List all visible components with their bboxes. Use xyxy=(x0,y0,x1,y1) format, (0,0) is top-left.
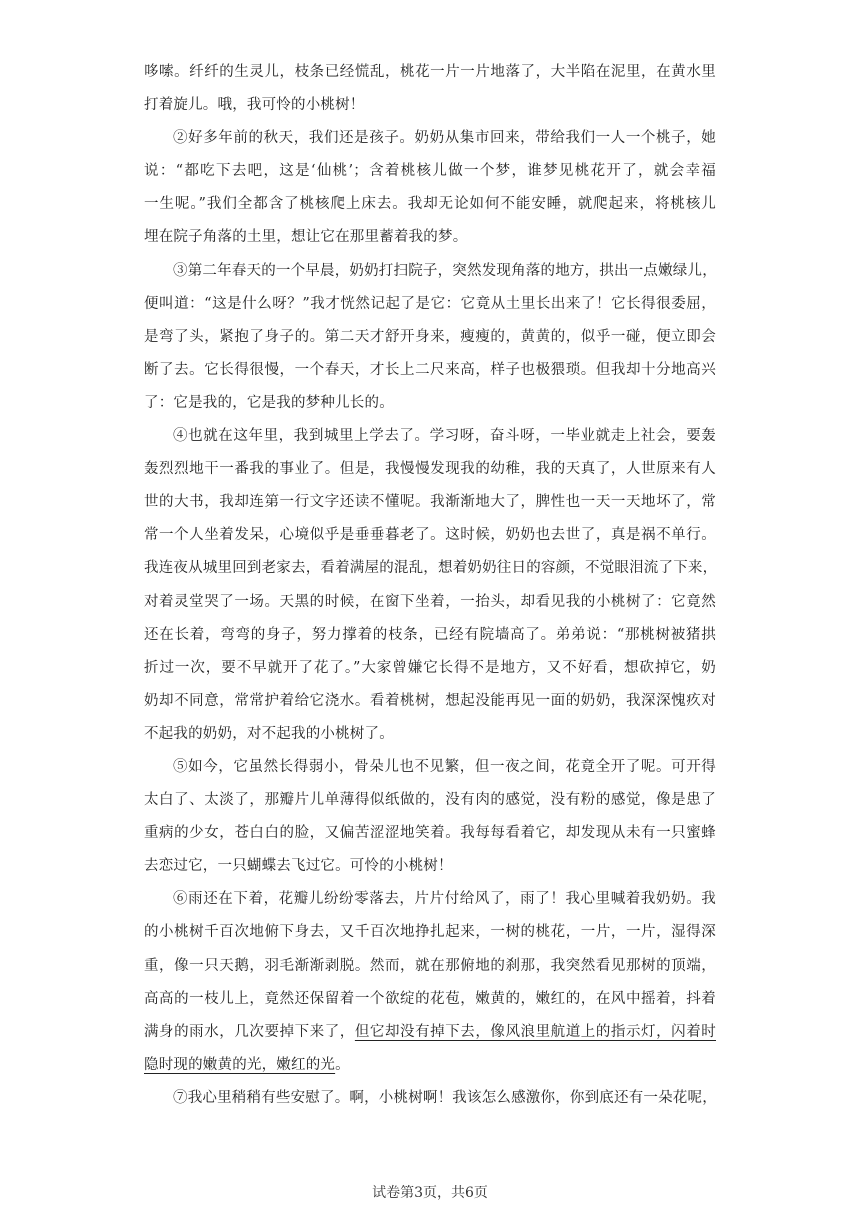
line-text: 满身的雨水，几次要掉下来了， xyxy=(144,1023,355,1040)
text-line xyxy=(144,950,716,983)
text-line xyxy=(144,420,716,453)
text-line xyxy=(144,89,716,122)
underlined-sentence: 隐时现的嫩黄的光，嫩红的光 xyxy=(144,1056,336,1073)
text-line xyxy=(144,619,716,652)
line-text-after: 。 xyxy=(335,1056,350,1073)
line-text: 断了去。它长得很慢，一个春天，才长上二尺来高，样子也极猥琐。但我却十分地高兴 xyxy=(144,361,716,378)
text-line xyxy=(144,321,716,354)
line-text: 我连夜从城里回到老家去，看着满屋的混乱，想着奶奶往日的容颜，不觉眼泪流了下来， xyxy=(144,560,718,577)
line-text: 世的大书，我却连第一行文字还读不懂呢。我渐渐地大了，脾性也一天一天地坏了，常 xyxy=(144,494,716,511)
line-text: 折过一次，要不早就开了花了。”大家曾嫌它长得不是地方，又不好看，想砍掉它，奶 xyxy=(144,659,716,676)
text-line xyxy=(144,255,716,288)
line-text: ③第二年春天的一个早晨，奶奶打扫院子，突然发现角落的地方，拱出一点嫩绿儿， xyxy=(173,262,717,279)
line-text: 是弯了头，紧抱了身子的。第二天才舒开身来，瘦瘦的，黄黄的，似乎一碰，便立即会 xyxy=(144,328,716,345)
text-line xyxy=(144,586,716,619)
line-text: 一生呢。”我们全都含了桃核爬上床去。我却无论如何不能安睡，就爬起来，将桃核儿 xyxy=(144,196,716,213)
text-line xyxy=(144,486,716,519)
line-text: ④也就在这年里，我到城里上学去了。学习呀，奋斗呀，一毕业就走上社会，要轰 xyxy=(173,428,716,445)
text-line xyxy=(144,751,716,784)
text-line xyxy=(144,784,716,817)
text-line xyxy=(144,883,716,916)
text-line xyxy=(144,652,716,685)
line-text: 太白了、太淡了，那瓣片儿单薄得似纸做的，没有肉的感觉，没有粉的感觉，像是患了 xyxy=(144,792,716,809)
line-text: 还在长着，弯弯的身子，努力撑着的枝条，已经有院墙高了。弟弟说：“那桃树被猪拱 xyxy=(144,626,716,643)
text-line xyxy=(144,519,716,552)
document-body xyxy=(144,56,716,1115)
line-text: 重病的少女，苍白白的脸，又偏苦涩涩地笑着。我每每看着它，却发现从未有一只蜜蜂 xyxy=(144,825,716,842)
line-text: 重，像一只天鹅，羽毛渐渐剥脱。然而，就在那俯地的刹那，我突然看见那树的顶端， xyxy=(144,957,716,974)
line-text: 不起我的奶奶，对不起我的小桃树了。 xyxy=(144,725,394,742)
text-line xyxy=(144,916,716,949)
text-line xyxy=(144,685,716,718)
text-line xyxy=(144,983,716,1016)
page-footer: 试卷第3页，共6页 xyxy=(372,1185,488,1201)
line-text: 了：它是我的，它是我的梦种儿长的。 xyxy=(144,394,394,411)
line-text: 奶却不同意，常常护着给它浇水。看着桃树，想起没能再见一面的奶奶，我深深愧疚对 xyxy=(144,692,716,709)
line-text: 常一个人坐着发呆，心境似乎是垂垂暮老了。这时候，奶奶也去世了，真是祸不单行。 xyxy=(144,527,716,544)
text-line xyxy=(144,155,716,188)
text-line xyxy=(144,718,716,751)
line-text: 的小桃树千百次地俯下身去，又千百次地挣扎起来，一树的桃花，一片，一片，湿得深 xyxy=(144,924,716,941)
text-line xyxy=(144,288,716,321)
line-text: 埋在院子角落的土里，想让它在那里蓄着我的梦。 xyxy=(144,229,468,246)
text-line xyxy=(144,188,716,221)
line-text: 轰烈烈地干一番我的事业了。但是，我慢慢发现我的幼稚，我的天真了，人世原来有人 xyxy=(144,461,716,478)
text-line xyxy=(144,453,716,486)
text-line xyxy=(144,817,716,850)
line-text: 去恋过它，一只蝴蝶去飞过它。可怜的小桃树！ xyxy=(144,858,453,875)
text-line xyxy=(144,122,716,155)
line-text: ⑥雨还在下着，花瓣儿纷纷零落去，片片付给风了，雨了！我心里喊着我奶奶。我 xyxy=(173,891,716,908)
text-line xyxy=(144,1082,716,1115)
line-text: 说：“都吃下去吧，这是‘仙桃’；含着桃核儿做一个梦，谁梦见桃花开了，就会幸福 xyxy=(144,163,716,180)
line-text: ⑦我心里稍稍有些安慰了。啊，小桃树啊！我该怎么感激你，你到底还有一朵花呢， xyxy=(173,1089,717,1106)
text-line xyxy=(144,221,716,254)
text-line xyxy=(144,56,716,89)
underlined-sentence: 但它却没有掉下去，像风浪里航道上的指示灯，闪着时 xyxy=(354,1023,716,1040)
text-line xyxy=(144,387,716,420)
text-line xyxy=(144,850,716,883)
text-line xyxy=(144,1016,716,1049)
line-text: 哆嗦。纤纤的生灵儿，枝条已经慌乱，桃花一片一片地落了，大半陷在泥里，在黄水里 xyxy=(144,64,716,80)
line-text: 便叫道：“这是什么呀？”我才恍然记起了是它：它竟从土里长出来了！它长得很委屈， xyxy=(144,295,716,312)
line-text: ⑤如今，它虽然长得弱小，骨朵儿也不见繁，但一夜之间，花竟全开了呢。可开得 xyxy=(173,758,716,775)
text-line xyxy=(144,1049,716,1082)
line-text: 打着旋儿。哦，我可怜的小桃树！ xyxy=(144,97,365,114)
line-text: 对着灵堂哭了一场。天黑的时候，在窗下坐着，一抬头，却看见我的小桃树了：它竟然 xyxy=(144,593,716,610)
text-line xyxy=(144,552,716,585)
line-text: ②好多年前的秋天，我们还是孩子。奶奶从集市回来，带给我们一人一个桃子，她 xyxy=(173,130,716,147)
line-text: 高高的一枝儿上，竟然还保留着一个欲绽的花苞，嫩黄的，嫩红的，在风中摇着，抖着 xyxy=(144,990,716,1007)
text-line xyxy=(144,354,716,387)
